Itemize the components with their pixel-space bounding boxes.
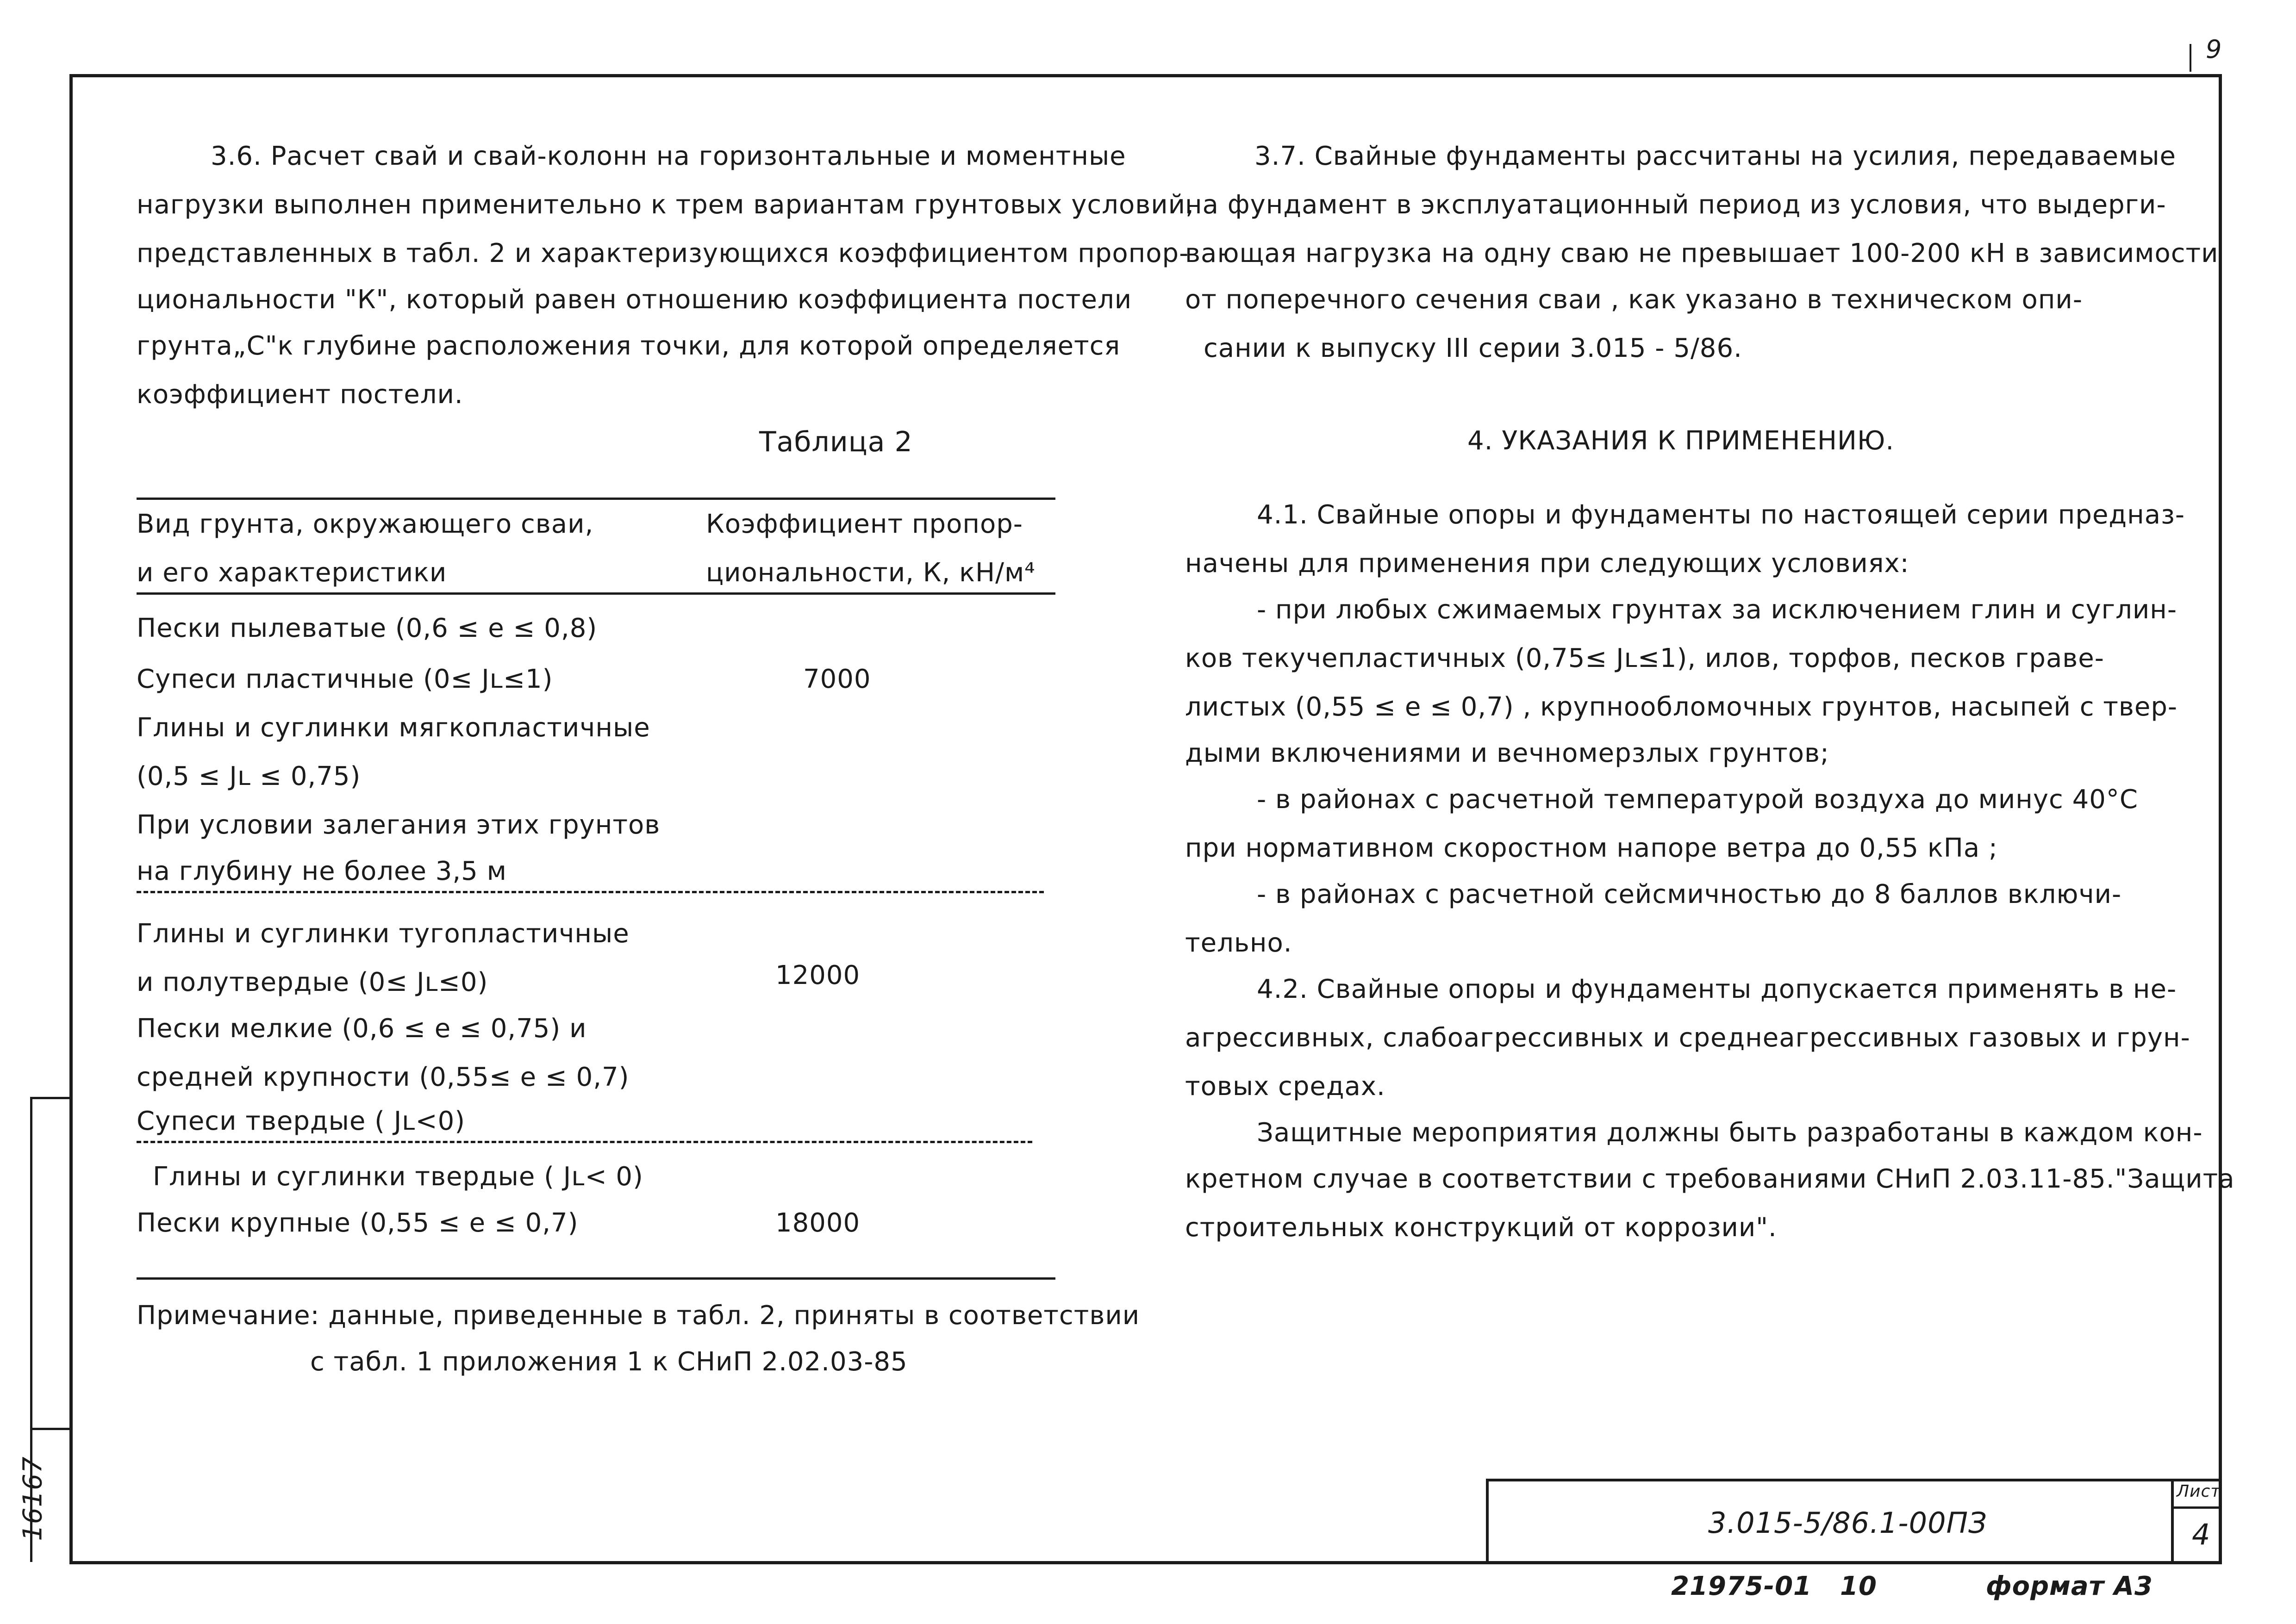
table-value: 12000 xyxy=(775,960,861,990)
text-line: 3.7. Свайные фундаменты рассчитаны на усилия, передаваемые xyxy=(1254,141,2176,171)
text-line: при нормативном скоростном напоре ветра до 0,55 кПа ; xyxy=(1185,833,1998,863)
text-line: агрессивных, слабоагрессивных и среднеагрессивных газовых и грун- xyxy=(1185,1023,2190,1053)
text-line: строительных конструкций от коррозии". xyxy=(1185,1213,1777,1243)
text-line: товых средах. xyxy=(1185,1071,1385,1101)
table-cell: Пески мелкие (0,6 ≤ e ≤ 0,75) и xyxy=(137,1014,587,1044)
text-line: циональности "К", который равен отношению коэффициента постели xyxy=(137,285,1132,315)
table-value: 18000 xyxy=(775,1208,861,1238)
note-line: с табл. 1 приложения 1 к СНиП 2.02.03-85 xyxy=(310,1347,908,1377)
sheet-label: Лист xyxy=(2177,1482,2221,1501)
text-line: нагрузки выполнен применительно к трем вариантам грунтовых условий, xyxy=(137,190,1194,220)
text-line: Защитные мероприятия должны быть разработаны в каждом кон- xyxy=(1257,1118,2203,1148)
text-line: - в районах с расчетной температурой воздуха до минус 40°С xyxy=(1257,784,2138,815)
text-line: начены для применения при следующих условиях: xyxy=(1185,548,1909,579)
text-line: 3.6. Расчет свай и свай-колонн на горизонтальные и моментные xyxy=(211,141,1126,171)
table-bottom-rule xyxy=(137,1277,1055,1280)
text-line: 4.2. Свайные опоры и фундаменты допускается применять в не- xyxy=(1257,974,2177,1004)
text-line: листых (0,55 ≤ e ≤ 0,7) , крупнообломочных грунтов, насыпей с твер- xyxy=(1185,692,2178,722)
table-value: 7000 xyxy=(803,664,871,694)
text-line: коэффициент постели. xyxy=(137,380,463,410)
format-label: формат А3 xyxy=(1986,1571,2153,1601)
table-group-separator xyxy=(137,1141,1032,1143)
side-number: 16167 xyxy=(18,1456,48,1541)
table-header-rule xyxy=(137,592,1055,595)
text-line: грунта„С"к глубине расположения точки, для которой определяется xyxy=(137,331,1121,361)
sheet-number: 4 xyxy=(2192,1518,2211,1551)
text-line: на фундамент в эксплуатационный период из условия, что выдерги- xyxy=(1185,190,2166,220)
text-line: тельно. xyxy=(1185,928,1292,958)
table-group-separator xyxy=(137,891,1044,893)
copy-number: 10 xyxy=(1840,1571,1877,1601)
text-line: 4.1. Свайные опоры и фундаменты по настоящей серии предназ- xyxy=(1257,500,2185,530)
table-cell: (0,5 ≤ Jʟ ≤ 0,75) xyxy=(137,761,361,791)
table-cell: Пески крупные (0,55 ≤ e ≤ 0,7) xyxy=(137,1208,579,1238)
table-cell: Глины и суглинки твердые ( Jʟ< 0) xyxy=(153,1162,643,1192)
table-cell: Супеси пластичные (0≤ Jʟ≤1) xyxy=(137,664,553,694)
table-header-col1: и его характеристики xyxy=(137,558,447,588)
table-title: Таблица 2 xyxy=(759,426,913,458)
text-line: дыми включениями и вечномерзлых грунтов; xyxy=(1185,738,1829,768)
text-line: сании к выпуску III серии 3.015 - 5/86. xyxy=(1204,333,1742,363)
table-cell: и полутвердые (0≤ Jʟ≤0) xyxy=(137,967,488,997)
table-header-col2: циональности, К, кН/м⁴ xyxy=(706,558,1036,588)
table-header-col1: Вид грунта, окружающего сваи, xyxy=(137,509,594,539)
margin-strip-tick xyxy=(30,1097,72,1099)
title-block-divider xyxy=(2171,1506,2222,1509)
table-header-col2: Коэффициент пропор- xyxy=(706,509,1023,539)
top-tick xyxy=(2190,44,2191,72)
title-block-divider xyxy=(2171,1479,2174,1564)
text-line: вающая нагрузка на одну сваю не превышает 100-200 кН в зависимости xyxy=(1185,238,2219,268)
table-cell: на глубину не более 3,5 м xyxy=(137,856,507,886)
text-line: кретном случае в соответствии с требованиями СНиП 2.03.11-85."Защита xyxy=(1185,1164,2235,1194)
text-line: от поперечного сечения сваи , как указано в техническом опи- xyxy=(1185,285,2083,315)
text-line: представленных в табл. 2 и характеризующихся коэффициентом пропор- xyxy=(137,238,1189,268)
table-cell: Пески пылеватые (0,6 ≤ e ≤ 0,8) xyxy=(137,613,598,643)
table-cell: Глины и суглинки мягкопластичные xyxy=(137,713,650,743)
document-code: 3.015-5/86.1-00ПЗ xyxy=(1708,1506,1987,1540)
text-line: - в районах с расчетной сейсмичностью до 8 баллов включи- xyxy=(1257,879,2122,909)
page-number-top: 9 xyxy=(2206,35,2222,64)
text-line: - при любых сжимаемых грунтах за исключением глин и суглин- xyxy=(1257,595,2177,625)
section-4-title: 4. УКАЗАНИЯ К ПРИМЕНЕНИЮ. xyxy=(1467,426,1895,456)
table-top-rule xyxy=(137,498,1055,500)
table-cell: Глины и суглинки тугопластичные xyxy=(137,919,630,949)
margin-strip-tick xyxy=(30,1428,72,1430)
table-cell: Супеси твердые ( Jʟ<0) xyxy=(137,1106,466,1136)
text-line: ков текучепластичных (0,75≤ Jʟ≤1), илов, торфов, песков граве- xyxy=(1185,643,2104,673)
table-cell: При условии залегания этих грунтов xyxy=(137,810,661,840)
order-number: 21975-01 xyxy=(1671,1571,1812,1601)
table-cell: средней крупности (0,55≤ e ≤ 0,7) xyxy=(137,1062,630,1092)
note-line: Примечание: данные, приведенные в табл. 2, приняты в соответствии xyxy=(137,1300,1140,1331)
